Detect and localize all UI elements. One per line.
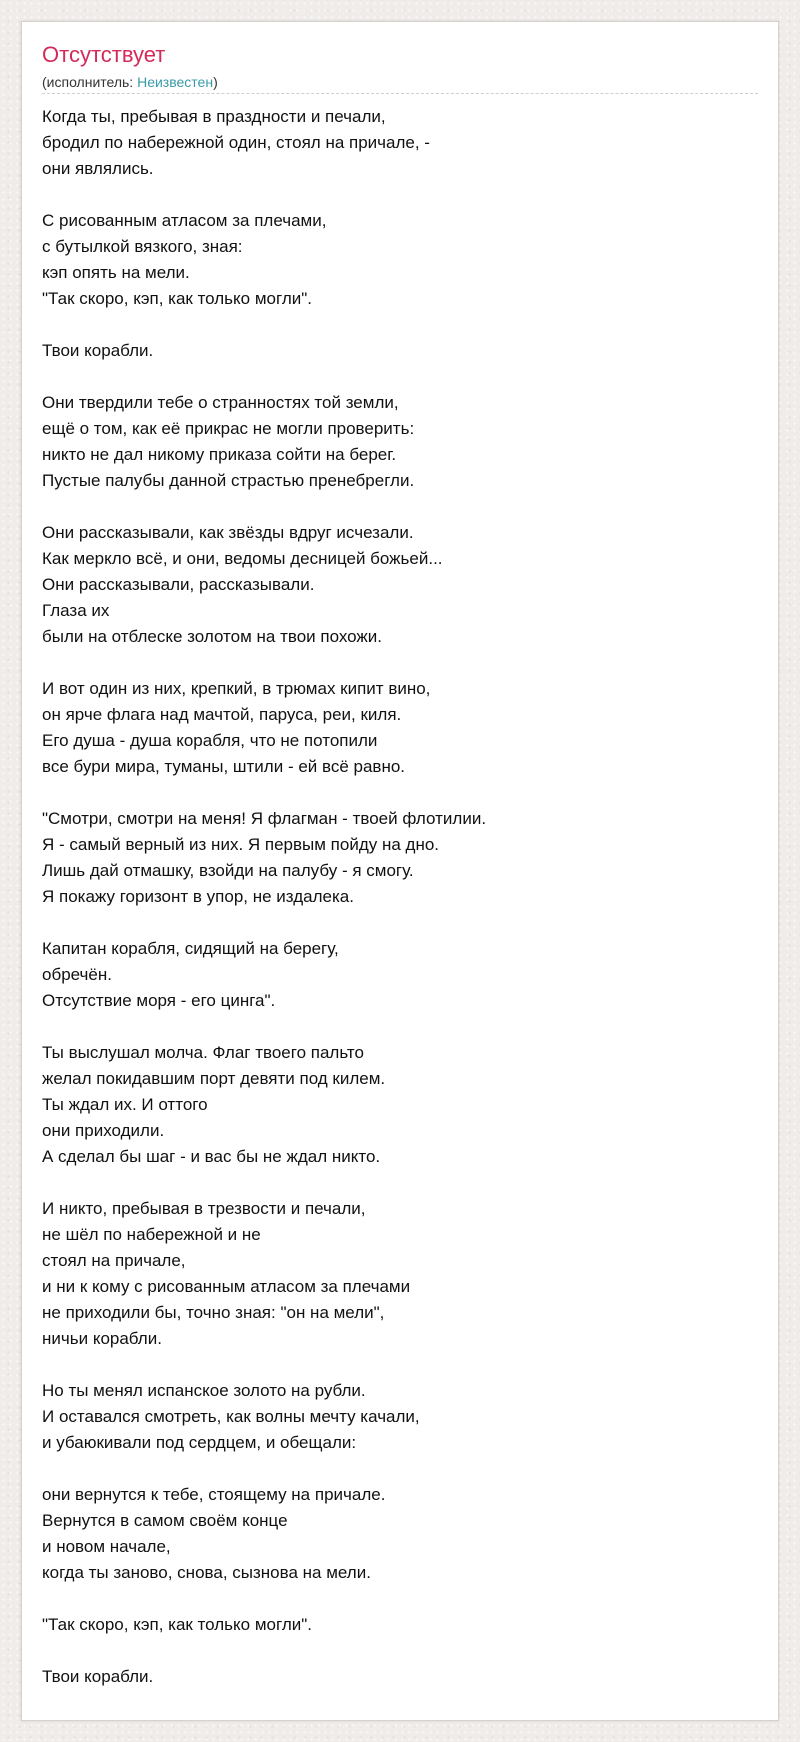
- lyric-line: и новом начале,: [42, 1537, 171, 1556]
- lyric-line: не шёл по набережной и не: [42, 1225, 261, 1244]
- lyric-line: А сделал бы шаг - и вас бы не ждал никто.: [42, 1147, 381, 1166]
- lyric-line: Лишь дай отмашку, взойди на палубу - я смогу.: [42, 861, 414, 880]
- stanza: [42, 208, 760, 312]
- lyric-line: Я покажу горизонт в упор, не издалека.: [42, 887, 354, 906]
- lyric-line: "Так скоро, кэп, как только могли".: [42, 289, 312, 308]
- lyric-line: они приходили.: [42, 1121, 165, 1140]
- stanza: [42, 520, 760, 650]
- artist-link[interactable]: Неизвестен: [137, 74, 214, 90]
- lyric-line: все бури мира, туманы, штили - ей всё равно.: [42, 757, 406, 776]
- stanza: [42, 1612, 760, 1638]
- lyric-line: бродил по набережной один, стоял на причале, -: [42, 133, 430, 152]
- lyric-line: Они рассказывали, как звёзды вдруг исчезали.: [42, 523, 414, 542]
- lyric-line: и ни к кому с рисованным атласом за плечами: [42, 1277, 411, 1296]
- lyric-line: И никто, пребывая в трезвости и печали,: [42, 1199, 366, 1218]
- lyric-line: они являлись.: [42, 159, 154, 178]
- lyrics-text: [42, 104, 760, 1716]
- lyric-line: Но ты менял испанское золото на рубли.: [42, 1381, 366, 1400]
- lyric-line: стоял на причале,: [42, 1251, 186, 1270]
- lyric-line: Твои корабли.: [42, 1667, 154, 1686]
- stanza: [42, 1040, 760, 1170]
- lyric-line: не приходили бы, точно зная: "он на мели",: [42, 1303, 385, 1322]
- lyric-line: "Смотри, смотри на меня! Я флагман - твоей флотилии.: [42, 809, 487, 828]
- stanza: [42, 676, 760, 780]
- lyric-line: И вот один из них, крепкий, в трюмах кипит вино,: [42, 679, 431, 698]
- stanza: [42, 1482, 760, 1586]
- artist-prefix: (исполнитель:: [42, 74, 138, 90]
- stanza: [42, 936, 760, 1014]
- lyric-line: он ярче флага над мачтой, паруса, реи, киля.: [42, 705, 402, 724]
- lyric-line: И оставался смотреть, как волны мечту качали,: [42, 1407, 420, 1426]
- stanza: [42, 104, 760, 182]
- lyric-line: "Так скоро, кэп, как только могли".: [42, 1615, 312, 1634]
- lyric-line: и убаюкивали под сердцем, и обещали:: [42, 1433, 357, 1452]
- lyric-line: были на отблеске золотом на твои похожи.: [42, 627, 383, 646]
- lyric-line: Когда ты, пребывая в праздности и печали,: [42, 107, 386, 126]
- lyric-line: С рисованным атласом за плечами,: [42, 211, 327, 230]
- lyric-line: Как меркло всё, и они, ведомы десницей божьей...: [42, 549, 443, 568]
- stanza: [42, 1664, 760, 1690]
- artist-line: [42, 73, 218, 91]
- lyric-line: с бутылкой вязкого, зная:: [42, 237, 243, 256]
- lyric-line: обречён.: [42, 965, 112, 984]
- lyric-line: Они рассказывали, рассказывали.: [42, 575, 315, 594]
- lyric-line: Капитан корабля, сидящий на берегу,: [42, 939, 339, 958]
- lyric-line: Вернутся в самом своём конце: [42, 1511, 288, 1530]
- lyric-line: Отсутствие моря - его цинга".: [42, 991, 276, 1010]
- lyric-line: кэп опять на мели.: [42, 263, 190, 282]
- lyric-line: Они твердили тебе о странностях той земли,: [42, 393, 399, 412]
- lyric-line: когда ты заново, снова, сызнова на мели.: [42, 1563, 371, 1582]
- lyric-line: Твои корабли.: [42, 341, 154, 360]
- lyric-line: Ты выслушал молча. Флаг твоего пальто: [42, 1043, 364, 1062]
- header-divider: [42, 93, 758, 94]
- lyric-line: никто не дал никому приказа сойти на берег.: [42, 445, 397, 464]
- stanza: [42, 806, 760, 910]
- lyric-line: они вернутся к тебе, стоящему на причале.: [42, 1485, 386, 1504]
- stanza: [42, 338, 760, 364]
- lyric-line: ещё о том, как её прикрас не могли проверить:: [42, 419, 415, 438]
- song-title: Отсутствует: [42, 42, 166, 67]
- lyric-line: Глаза их: [42, 601, 110, 620]
- lyrics-card: [21, 21, 779, 1721]
- lyric-line: Я - самый верный из них. Я первым пойду на дно.: [42, 835, 440, 854]
- lyric-line: ничьи корабли.: [42, 1329, 162, 1348]
- lyric-line: Его душа - душа корабля, что не потопили: [42, 731, 378, 750]
- stanza: [42, 1196, 760, 1352]
- stanza: [42, 390, 760, 494]
- lyric-line: желал покидавшим порт девяти под килем.: [42, 1069, 386, 1088]
- artist-suffix: ): [213, 74, 218, 90]
- lyric-line: Ты ждал их. И оттого: [42, 1095, 208, 1114]
- stanza: [42, 1378, 760, 1456]
- lyric-line: Пустые палубы данной страстью пренебрегли.: [42, 471, 415, 490]
